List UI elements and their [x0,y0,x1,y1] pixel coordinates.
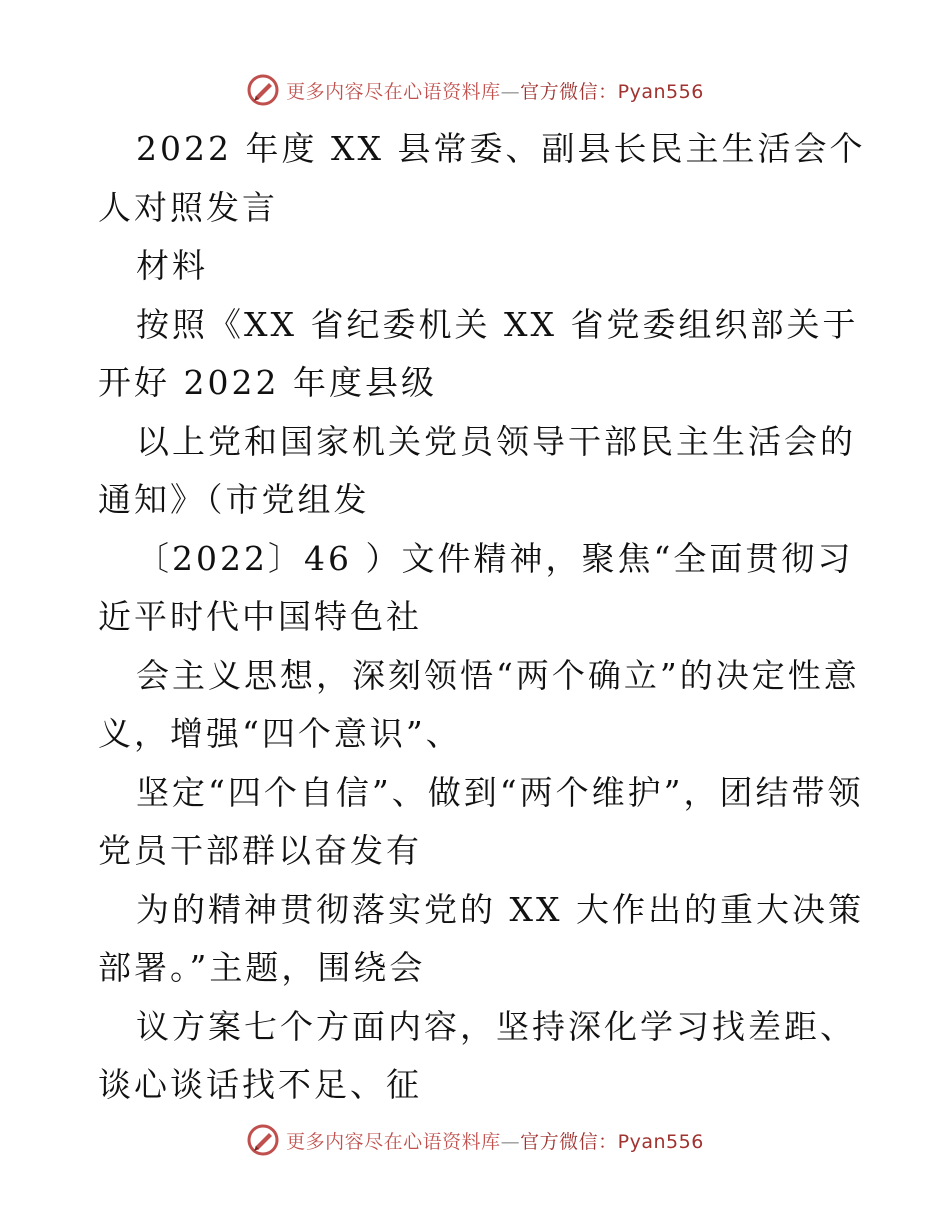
pen-logo-icon [246,1123,280,1157]
body-paragraph: 坚定“四个自信”、做到“两个维护”，团结带领党员干部群以奋发有 [98,772,864,870]
pen-logo-icon [246,73,280,107]
watermark-contact-text: 官方微信：Pyan556 [520,1130,704,1153]
body-paragraph: 为的精神贯彻落实党的 XX 大作出的重大决策部署。”主题，围绕会 [98,889,864,987]
watermark-text [286,77,704,104]
watermark-text [286,1127,704,1154]
watermark-contact-text: 官方微信：Pyan556 [520,80,704,103]
watermark-separator: — [500,80,521,103]
body-paragraph: 议方案七个方面内容，坚持深化学习找差距、谈心谈话找不足、征 [98,1006,856,1104]
body-paragraph: 会主义思想，深刻领悟“两个确立”的决定性意义，增强“四个意识”、 [98,655,860,753]
body-paragraph: 按照《XX 省纪委机关 XX 省党委组织部关于开好 2022 年度县级 [98,304,859,402]
watermark-site-text: 更多内容尽在心语资料库 [286,1130,501,1153]
document-body [98,120,868,1115]
watermark-separator: — [500,1130,521,1153]
watermark-banner-top [0,70,950,110]
body-paragraph: 〔2022〕46 ）文件精神，聚焦“全面贯彻习近平时代中国特色社 [98,538,854,636]
body-paragraph: 2022 年度 XX 县常委、副县长民主生活会个人对照发言 [98,129,866,227]
watermark-site-text: 更多内容尽在心语资料库 [286,80,501,103]
body-paragraph: 以上党和国家机关党员领导干部民主生活会的通知》（市党组发 [98,421,856,519]
watermark-banner-bottom [0,1120,950,1160]
body-paragraph: 材料 [136,246,208,285]
